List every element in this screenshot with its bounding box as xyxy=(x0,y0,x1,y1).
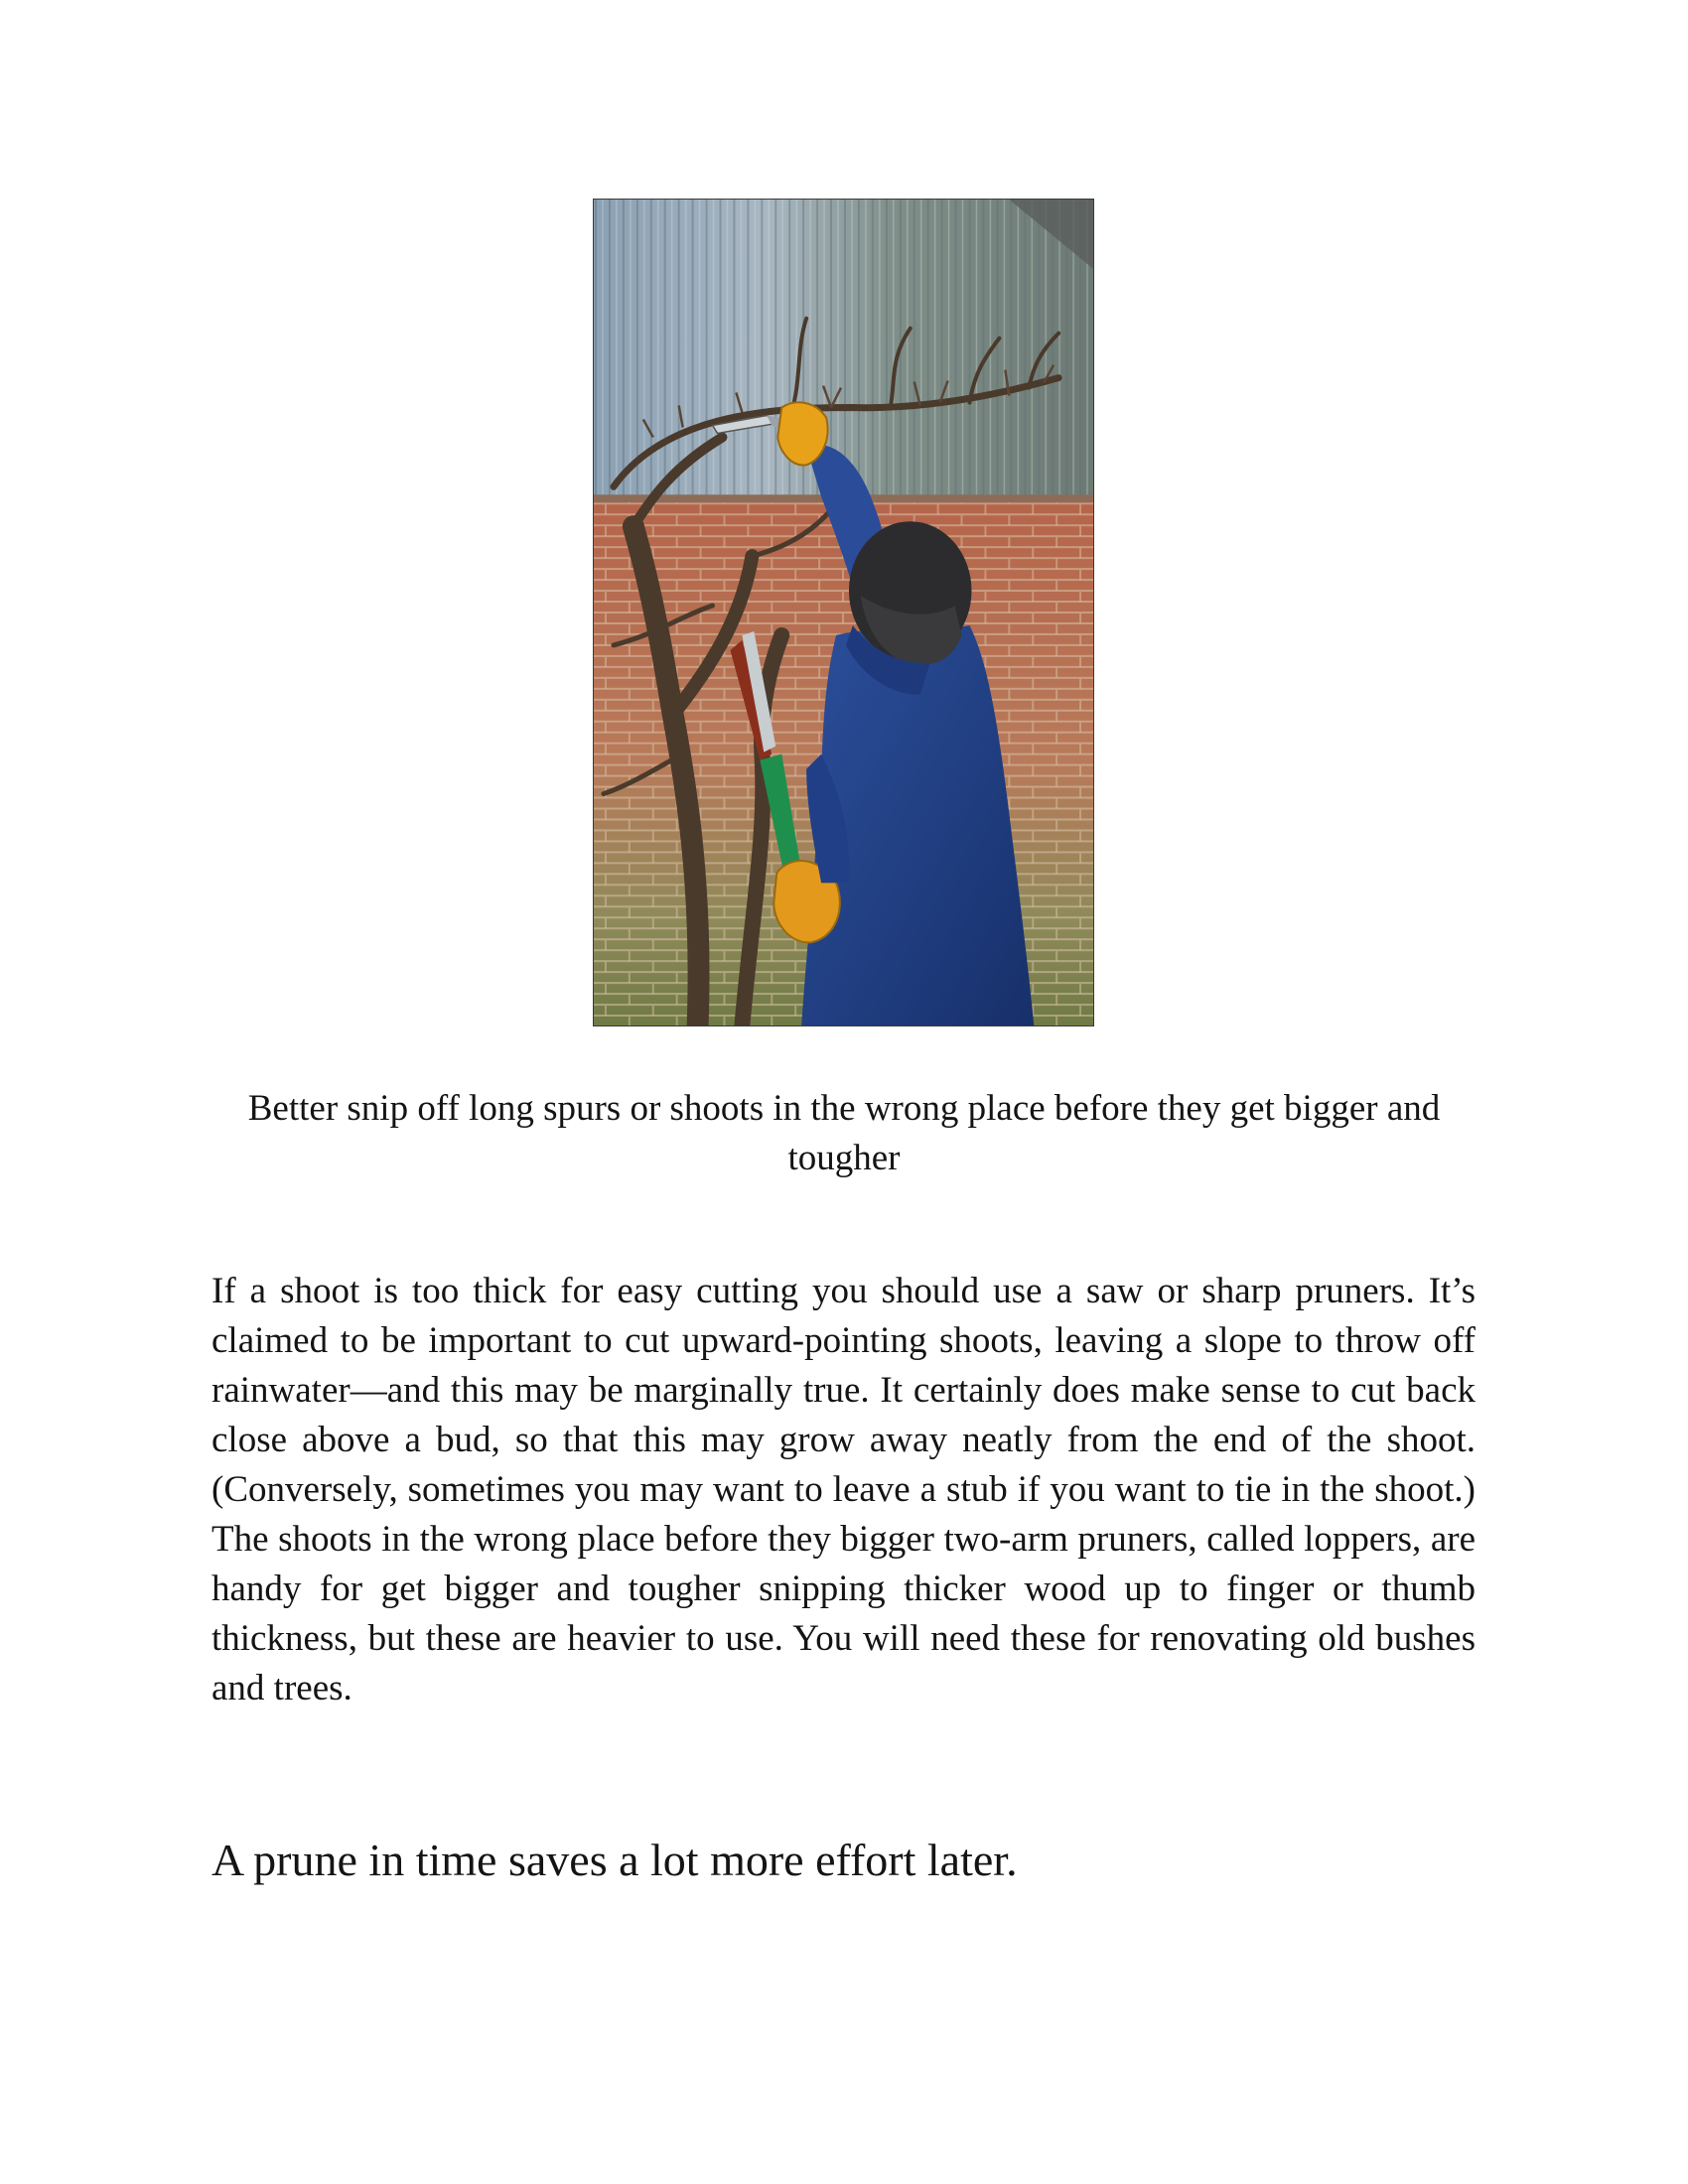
figure-caption: Better snip off long spurs or shoots in the wrong place before they get bigger and tougher xyxy=(247,1088,1441,1178)
closing-line: A prune in time saves a lot more effort later. xyxy=(211,1835,1018,1885)
pruning-photo xyxy=(593,199,1094,1026)
pruning-photo-illustration xyxy=(594,200,1093,1025)
body-paragraph: If a shoot is too thick for easy cutting you should use a saw or sharp pruners. It’s claimed to be important to cut upward-pointing shoots, leaving a slope to throw off rainwater—and this may be marginally true. It certainly does make sense to cut back close above a bud, so that this may grow away neatly from the end of the shoot. (Conversely, sometimes you may want to leave a stub if you want to tie in the shoot.) The shoots in the wrong place before they bigger two-arm pruners, called loppers, are handy for get bigger and tougher snipping thicker wood up to finger or thumb thickness, but these are heavier to use. You will need these for renovating old bushes and trees. xyxy=(211,1271,1476,1708)
